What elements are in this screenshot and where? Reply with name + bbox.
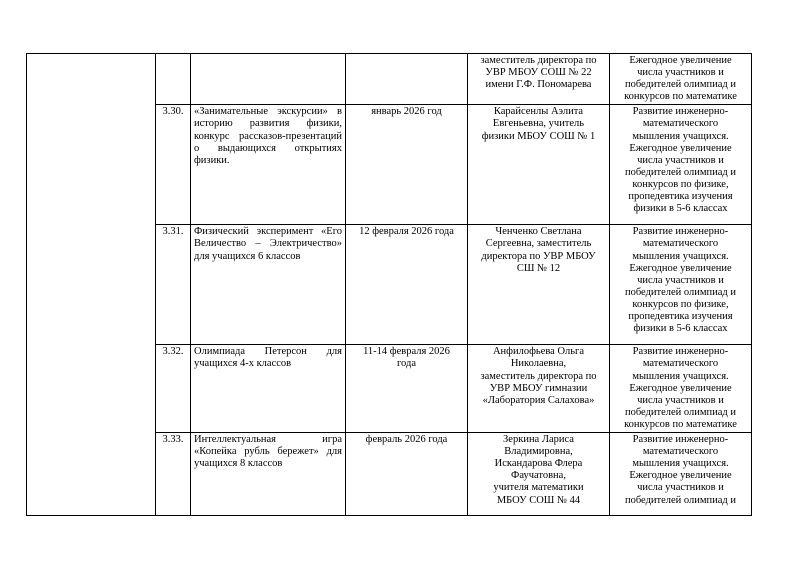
responsible-cell: Ченченко Светлана Сергеевна, заместитель директора по УВР МБОУ СШ № 12 [468, 225, 610, 345]
date-cell [346, 54, 468, 105]
event-cell: Олимпиада Петерсон для учащихся 4-х классов [191, 345, 346, 433]
table-row [27, 54, 752, 105]
merged-first-column-cell [27, 54, 156, 516]
result-cell: Развитие инженерно- математического мышления учащихся. Ежегодное увеличение числа участников и победителей олимпиад и конкурсов по математике [610, 345, 752, 433]
event-cell: «Занимательные экскурсии» в историю развития физики, конкурс рассказов-презентаций о выдающихся открытиях физики. [191, 105, 346, 225]
row-number-cell: 3.33. [156, 433, 191, 516]
date-cell: январь 2026 год [346, 105, 468, 225]
responsible-cell: Зеркина Лариса Владимировна, Искандарова Флера Фаучатовна, учителя математики МБОУ СОШ № 44 [468, 433, 610, 516]
responsible-cell: заместитель директора по УВР МБОУ СОШ № 22 имени Г.Ф. Пономарева [468, 54, 610, 105]
event-cell: Интеллектуальная игра «Копейка рубль бережет» для учащихся 8 классов [191, 433, 346, 516]
result-cell: Развитие инженерно- математического мышления учащихся. Ежегодное увеличение числа участников и победителей олимпиад и конкурсов по физике, пропедевтика изучения физики в 5-6 классах [610, 105, 752, 225]
event-cell: Физический эксперимент «Его Величество – Электричество» для учащихся 6 классов [191, 225, 346, 345]
result-cell: Ежегодное увеличение числа участников и победителей олимпиад и конкурсов по математике [610, 54, 752, 105]
event-cell [191, 54, 346, 105]
row-number-cell [156, 54, 191, 105]
row-number-cell: 3.32. [156, 345, 191, 433]
date-cell: 12 февраля 2026 года [346, 225, 468, 345]
date-cell: 11-14 февраля 2026 года [346, 345, 468, 433]
date-cell: февраль 2026 года [346, 433, 468, 516]
result-cell: Развитие инженерно- математического мышления учащихся. Ежегодное увеличение числа участников и победителей олимпиад и конкурсов по физике, пропедевтика изучения физики в 5-6 классах [610, 225, 752, 345]
result-cell: Развитие инженерно- математического мышления учащихся. Ежегодное увеличение числа участников и победителей олимпиад и [610, 433, 752, 516]
responsible-cell: Карайсенлы Аэлита Евгеньевна, учитель физики МБОУ СОШ № 1 [468, 105, 610, 225]
row-number-cell: 3.30. [156, 105, 191, 225]
responsible-cell: Анфилофьева Ольга Николаевна, заместитель директора по УВР МБОУ гимназии «Лаборатория Салахова» [468, 345, 610, 433]
row-number-cell: 3.31. [156, 225, 191, 345]
plan-table [26, 53, 752, 516]
